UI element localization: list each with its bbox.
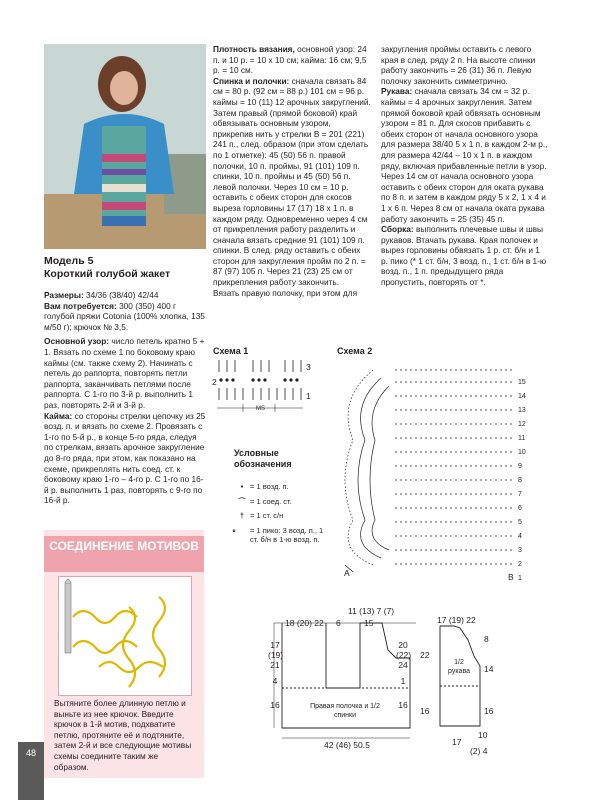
sizes-value: 34/36 (38/40) 42/44 — [83, 290, 159, 300]
body-right-dim: 24 — [398, 660, 408, 670]
body-right-dim: 16 — [398, 700, 408, 710]
chart2-row: 7 — [518, 491, 522, 498]
chart2-label: Схема 2 — [337, 346, 373, 356]
column-3 — [381, 44, 549, 288]
chart1-row-1: 1 — [306, 391, 311, 401]
body-right-dim: (22) — [396, 650, 412, 660]
join-motifs-box — [44, 530, 204, 778]
chart2-arrow-b: B — [508, 572, 514, 582]
chart2-row: 10 — [518, 449, 526, 456]
column-2 — [213, 44, 373, 298]
chart1-row-2-chain — [220, 379, 298, 381]
chart2-arrow-a: A — [344, 568, 350, 578]
chart2-row: 6 — [518, 505, 522, 512]
back-fronts-paragraph — [213, 76, 373, 288]
back-fronts-value: сначала связать 84 см = 80 р. (92 см = 88 р.) 101 см = 96 р. каймы = 10 (11) 12 арочных закруглений. Затем правый (прямой боковой) край обвязывать основным узором, прикрепив нить у стрелки В = 201 (221) 241 п., след. образом (при этом сделать по 1 отметке): 45 (50) 56 п. правой полочки, 10 п. проймы, 91 (101) 109 п. спинки, 10 п. проймы и 45 (50) 56 п. левой полочки. Через 10 см = 10 р. оставить с обеих сторон для скосов выреза горловины 17 (17) 18 x 1 п. в каждом ряду. Одновременно через 4 см от прикрепления работу разделить и сначала вязать средние 91 (101) 109 п. спинки. В след. ряду оставить с обеих сторон для закругления пройм по 2 п. = 87 (97) 105 п. Через 21 (23) 25 см от прикрепления работу закончить. — [213, 75, 371, 288]
sleeve-right-3: 16 — [484, 706, 494, 716]
main-pattern-label: Основной узор: — [44, 336, 110, 347]
sleeve-bottom-1: 17 — [452, 737, 462, 747]
legend-item — [231, 525, 330, 545]
sleeves-value: сначала связать 34 см = 32 р. каймы = 4 арочных закругления. Затем прямой боковой край обвязать основным узором = 81 п. Для скосов прибавить с обеих сторон от начала основного узора для размера 38/40 5 x 1 п. в каждом 2-м р., для размера 42/44 – 10 x 1 п. в каждом ряду, включая прибавленные петли в узор. Через 14 см от начала основного узора оставить с обеих сторон для оката рукава по 8 п. и затем в каждом ряду 5 x 2, 1 x 4 и 1 x 6 п. Через 8 см от начала оката рукава работу закончить = 25 (35) 45 п. — [381, 86, 548, 224]
body-left-dim: 17 — [270, 640, 280, 650]
legend-text: = 1 возд. п. — [250, 482, 289, 491]
body-right-dim: 1 — [400, 676, 406, 686]
join-heading-text: СОЕДИНЕНИЕ МОТИВОВ — [49, 539, 199, 553]
chart1-row-3-stitches — [219, 360, 301, 372]
chart2-diagram — [333, 360, 523, 580]
sleeve-bottom-2: 10 — [478, 730, 488, 740]
body-left-dims — [268, 640, 282, 710]
body-left-dim: 4 — [272, 676, 278, 686]
body-top-1: 18 (20) 22 — [285, 618, 324, 628]
chart1-row-2: 2 — [212, 377, 217, 387]
chart1-repeat-label: MS — [256, 406, 265, 412]
model-name: Короткий голубой жакет — [44, 268, 171, 280]
body-top-2: 6 — [336, 618, 341, 628]
border-paragraph — [44, 411, 208, 506]
sizes-paragraph — [44, 290, 208, 301]
chart2-row: 4 — [518, 533, 522, 540]
join-motifs-heading — [44, 536, 204, 572]
gauge-label: Плотность вязания, — [213, 44, 295, 54]
body-caption: Правая полочка и 1/2 спинки — [310, 703, 380, 719]
chart2-row: 8 — [518, 477, 522, 484]
sleeve-left-2: 16 — [420, 706, 430, 716]
chart2-stitch-rows — [395, 370, 513, 564]
materials-paragraph — [44, 301, 208, 333]
chart1-row-1-stitches — [219, 388, 301, 400]
body-right-dims — [396, 640, 410, 710]
legend-item — [234, 497, 330, 507]
column-1 — [44, 290, 208, 506]
chart1-row-3: 3 — [306, 362, 311, 372]
chain-symbol-icon: • — [240, 482, 244, 491]
body-left-dim: 21 — [270, 660, 280, 670]
model-photo — [44, 44, 206, 249]
sleeves-paragraph — [381, 86, 549, 224]
body-left-dim: (19) — [268, 650, 284, 660]
chart2-row: 11 — [518, 435, 526, 442]
chart2-row: 12 — [518, 421, 526, 428]
body-right-dim: 20 — [398, 640, 408, 650]
hook-illustration — [59, 577, 191, 695]
right-front-start: Вязать правую полочку, при этом для — [213, 287, 358, 298]
sleeve-caption: 1/2 рукава — [448, 659, 470, 675]
assembly-label: Сборка: — [381, 224, 414, 235]
sleeve-schematic — [430, 616, 500, 746]
chart2-row: 5 — [518, 519, 522, 526]
back-fronts-label: Спинка и полочки: — [213, 75, 290, 86]
main-pattern-value: число петель кратно 5 + 1. Вязать по схеме 1 по боковому краю каймы (см. также схему 2). Начинать с петель до раппорта, повторять петли раппорта, заканчивать петлями после раппорта. С 1-го по 3-й р. выполнить 1 раз, повторять 2-й и 3-й р. — [44, 336, 205, 410]
legend-text: = 1 ст. с/н — [250, 511, 284, 520]
materials-value: 300 (350) 400 г голубой пряжи Cotonia (100% хлопка, 135 м/50 г); крючок № 3,5. — [44, 300, 205, 332]
sleeve-bottom-3: (2) 4 — [470, 746, 488, 756]
legend-text: = 1 пико: 3 возд. п., 1 ст. б/н в 1-ю возд. п. — [250, 525, 324, 544]
join-illustration — [58, 576, 192, 696]
sleeves-label: Рукава: — [381, 86, 413, 97]
sleeve-right-1: 8 — [484, 634, 489, 644]
model-number: Модель 5 — [44, 255, 94, 267]
page-number: 48 — [18, 742, 44, 800]
right-front-cont: закругления проймы оставить с левого края в след. ряду 2 п. На высоте спинки работу закончить = 26 (31) 36 п. Левую полочку закончить симметрично. — [381, 44, 536, 86]
assembly-value: выполнить плечевые швы и швы рукавов. Втачать рукава. Края полочек и вырез горловины обвязать 1 р. ст. б/н и 1 р. пико (* 1 ст. б/н, 3 возд. п., 1 ст. б/н в 1-ю возд. п., 1 п. предыдущего ряда пропустить, повторять от *. — [381, 224, 547, 288]
sizes-label: Размеры: — [44, 290, 84, 300]
legend-item — [234, 482, 330, 492]
legend-item — [234, 511, 330, 521]
legend — [231, 448, 330, 545]
assembly-paragraph — [381, 224, 549, 288]
chart2-row: 1 — [518, 575, 522, 582]
sleeve-top: 17 (19) 22 — [437, 615, 476, 625]
legend-title: Условные обозначения — [234, 448, 292, 469]
sleeve-left-1: 22 — [420, 650, 430, 660]
chart2-row: 14 — [518, 393, 526, 400]
join-caption: Вытяните более длинную петлю и выньте из нее крючок. Введите крючок в 1-й мотив, подхватите петлю, протяните её и подтяните, затем 2-й и все следующие мотивы схемы соедините таким же образом. — [54, 698, 192, 772]
legend-text: = 1 соед. ст. — [250, 496, 292, 506]
chart2-row-numbers — [518, 376, 530, 586]
chart1-label: Схема 1 — [213, 346, 249, 356]
sleeve-right-2: 14 — [484, 664, 494, 674]
main-pattern-paragraph — [44, 336, 208, 410]
slip-stitch-symbol-icon: ⌒ — [238, 496, 246, 506]
border-label: Кайма: — [44, 410, 73, 421]
model-title — [44, 255, 204, 281]
chart2-row: 2 — [518, 561, 522, 568]
double-crochet-symbol-icon: † — [239, 511, 245, 520]
body-top-3: 15 — [364, 618, 374, 628]
materials-label: Вам потребуется: — [44, 300, 117, 311]
chart2-row: 15 — [518, 379, 526, 386]
picot-symbol-icon: ∘ — [231, 525, 237, 535]
gauge-value: основной узор: 24 п. и 10 р. = 10 x 10 см; кайма: 16 см; 9,5 р. = 10 см. — [213, 44, 367, 76]
chart2-row: 9 — [518, 463, 522, 470]
body-neck: 11 (13) 7 (7) — [348, 606, 395, 616]
chart2-row: 13 — [518, 407, 526, 414]
gauge-paragraph — [213, 44, 373, 76]
border-value: со стороны стрелки цепочку из 25 возд. п. и вязать по схеме 2. Провязать с 1-го по 5-й р., в конце 5-го ряда, следуя по стрелкам, вязать арочное закругление до 8-го ряда, при этом, как показано на схеме, прикреплять нить соед. ст. к боковому краю 1-го – 4-го р. С 1-го по 16-й р. выполнить 1 раз, повторять с 9-го по 16-й р. — [44, 410, 206, 506]
body-bottom: 42 (46) 50.5 — [324, 740, 370, 750]
body-left-dim: 16 — [270, 700, 280, 710]
chart2-row: 3 — [518, 547, 522, 554]
